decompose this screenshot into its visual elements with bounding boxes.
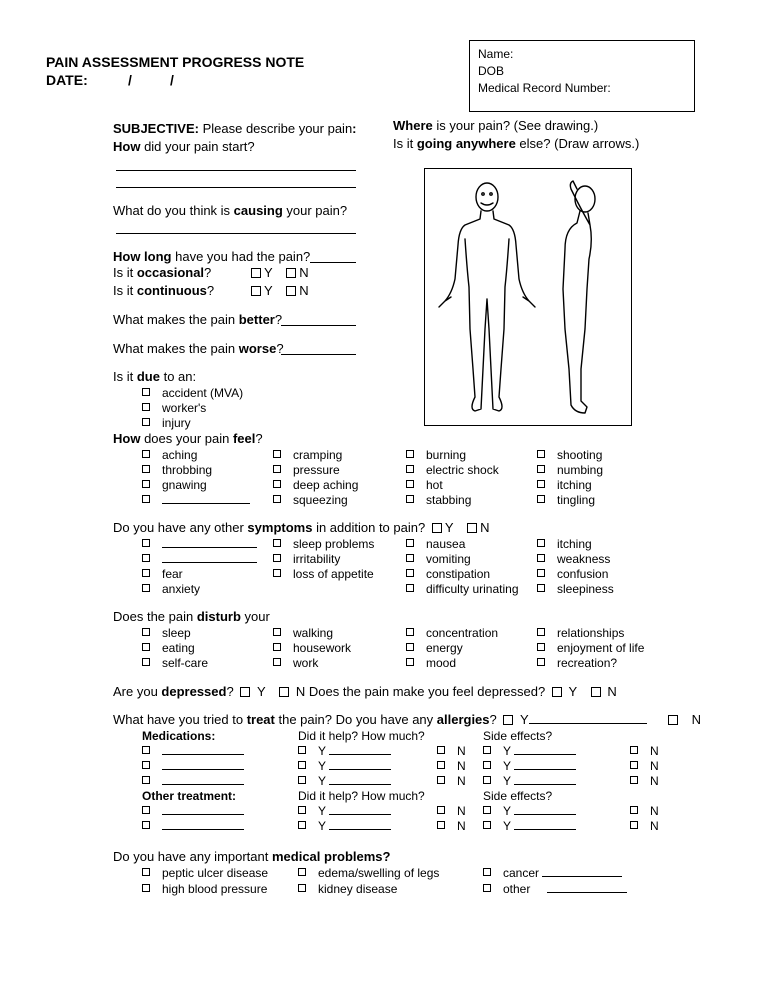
no-checkbox[interactable] xyxy=(591,687,601,697)
answer-line[interactable] xyxy=(281,354,356,355)
checkbox-item[interactable]: tingling xyxy=(537,493,595,507)
help-no[interactable]: N xyxy=(437,759,466,773)
checkbox-item[interactable]: aching xyxy=(142,448,197,462)
side-no[interactable]: N xyxy=(630,804,659,818)
checkbox-item[interactable]: eating xyxy=(142,641,195,655)
side-effects-label: Side effects? xyxy=(483,789,553,803)
no-checkbox[interactable] xyxy=(286,268,296,278)
medication-row[interactable] xyxy=(142,759,244,773)
checkbox-item[interactable]: deep aching xyxy=(273,478,358,492)
checkbox-item[interactable]: itching xyxy=(537,478,592,492)
going-anywhere-question: Is it going anywhere else? (Draw arrows.) xyxy=(393,136,640,151)
checkbox-item[interactable]: constipation xyxy=(406,567,490,581)
yes-checkbox[interactable] xyxy=(240,687,250,697)
checkbox-item[interactable]: loss of appetite xyxy=(273,567,374,581)
checkbox-item[interactable]: squeezing xyxy=(273,493,348,507)
symptoms-question: Do you have any other symptoms in addition to pain? Y N xyxy=(113,520,490,535)
disturb-question: Does the pain disturb your xyxy=(113,609,270,624)
checkbox-item[interactable]: gnawing xyxy=(142,478,207,492)
occasional-question: Is it occasional? xyxy=(113,265,212,280)
side-body xyxy=(563,181,591,413)
body-diagram[interactable] xyxy=(425,169,631,425)
occasional-yn[interactable]: Y N xyxy=(248,265,309,280)
yes-checkbox[interactable] xyxy=(251,286,261,296)
side-no[interactable]: N xyxy=(630,774,659,788)
checkbox-item[interactable]: accident (MVA) xyxy=(142,386,243,400)
no-checkbox[interactable] xyxy=(467,523,477,533)
checkbox-item[interactable]: energy xyxy=(406,641,463,655)
no-checkbox[interactable] xyxy=(286,286,296,296)
side-yes[interactable]: Y xyxy=(483,819,576,833)
front-head xyxy=(476,183,498,211)
checkbox-item[interactable]: fear xyxy=(142,567,183,581)
treatment-row[interactable] xyxy=(142,804,244,818)
date-separator: / xyxy=(128,72,132,88)
help-no[interactable]: N xyxy=(437,819,466,833)
side-effects-label: Side effects? xyxy=(483,729,553,743)
checkbox-item[interactable]: itching xyxy=(537,537,592,551)
help-yes[interactable]: Y xyxy=(298,804,391,818)
date-separator: / xyxy=(170,72,174,88)
side-head xyxy=(575,186,595,212)
checkbox-item[interactable]: burning xyxy=(406,448,466,462)
name-field[interactable]: Name: xyxy=(478,47,514,61)
checkbox-item[interactable]: relationships xyxy=(537,626,624,640)
answer-line[interactable] xyxy=(281,325,356,326)
other-treatment-label: Other treatment: xyxy=(142,789,237,803)
help-yes[interactable]: Y xyxy=(298,819,391,833)
yes-checkbox[interactable] xyxy=(503,715,513,725)
help-yes[interactable]: Y xyxy=(298,759,391,773)
side-yes[interactable]: Y xyxy=(483,774,576,788)
yes-checkbox[interactable] xyxy=(251,268,261,278)
checkbox-item[interactable]: peptic ulcer disease xyxy=(142,866,268,880)
checkbox-item[interactable]: edema/swelling of legs xyxy=(298,866,439,880)
checkbox-item[interactable]: numbing xyxy=(537,463,603,477)
checkbox-item[interactable]: work xyxy=(273,656,318,670)
checkbox-item[interactable] xyxy=(142,493,250,507)
checkbox-item[interactable]: enjoyment of life xyxy=(537,641,644,655)
yes-checkbox[interactable] xyxy=(432,523,442,533)
medications-label: Medications: xyxy=(142,729,216,743)
answer-line[interactable] xyxy=(116,233,356,234)
checkbox-item[interactable] xyxy=(142,537,257,551)
checkbox-item[interactable]: other xyxy=(483,882,627,896)
feel-question: How does your pain feel? xyxy=(113,431,263,446)
front-eye xyxy=(482,193,484,195)
checkbox-item[interactable]: sleep problems xyxy=(273,537,374,551)
checkbox-item[interactable]: injury xyxy=(142,416,191,430)
due-question: Is it due to an: xyxy=(113,369,197,384)
medication-row[interactable] xyxy=(142,774,244,788)
causing-question: What do you think is causing your pain? xyxy=(113,203,348,218)
help-no[interactable]: N xyxy=(437,744,466,758)
medical-problems-question: Do you have any important medical problems? xyxy=(113,849,391,864)
page-title: PAIN ASSESSMENT PROGRESS NOTE xyxy=(46,54,305,70)
side-yes[interactable]: Y xyxy=(483,759,576,773)
answer-line[interactable] xyxy=(310,262,356,263)
checkbox-item[interactable]: pressure xyxy=(273,463,340,477)
medication-row[interactable] xyxy=(142,744,244,758)
checkbox-item[interactable]: stabbing xyxy=(406,493,471,507)
checkbox-item[interactable] xyxy=(142,552,257,566)
no-checkbox[interactable] xyxy=(668,715,678,725)
better-question: What makes the pain better? xyxy=(113,312,283,327)
checkbox-item[interactable]: difficulty urinating xyxy=(406,582,519,596)
help-no[interactable]: N xyxy=(437,804,466,818)
help-yes[interactable]: Y xyxy=(298,774,391,788)
checkbox-item[interactable]: confusion xyxy=(537,567,608,581)
mrn-field[interactable]: Medical Record Number: xyxy=(478,81,611,95)
side-no[interactable]: N xyxy=(630,744,659,758)
treatment-row[interactable] xyxy=(142,819,244,833)
did-help-label: Did it help? How much? xyxy=(298,789,425,803)
checkbox-item[interactable]: concentration xyxy=(406,626,498,640)
checkbox-item[interactable]: vomiting xyxy=(406,552,471,566)
checkbox-item[interactable]: housework xyxy=(273,641,351,655)
side-no[interactable]: N xyxy=(630,759,659,773)
answer-line[interactable] xyxy=(116,187,356,188)
checkbox-item[interactable]: worker's xyxy=(142,401,206,415)
checkbox-item[interactable]: kidney disease xyxy=(298,882,397,896)
checkbox-item[interactable]: walking xyxy=(273,626,333,640)
dob-field[interactable]: DOB xyxy=(478,64,505,78)
checkbox-item[interactable]: sleepiness xyxy=(537,582,614,596)
checkbox-item[interactable]: recreation? xyxy=(537,656,617,670)
checkbox-item[interactable]: self-care xyxy=(142,656,208,670)
help-no[interactable]: N xyxy=(437,774,466,788)
depressed-question: Are you depressed? Y N Does the pain make you feel depressed? Y N xyxy=(113,684,617,699)
how-start-question: How did your pain start? xyxy=(113,139,255,154)
where-question: Where is your pain? (See drawing.) xyxy=(393,118,599,133)
continuous-yn[interactable]: Y N xyxy=(248,283,309,298)
side-no[interactable]: N xyxy=(630,819,659,833)
yes-checkbox[interactable] xyxy=(552,687,562,697)
side-yes[interactable]: Y xyxy=(483,744,576,758)
answer-line[interactable] xyxy=(116,170,356,171)
checkbox-item[interactable]: weakness xyxy=(537,552,610,566)
subjective-prompt: SUBJECTIVE: Please describe your pain: xyxy=(113,121,357,136)
date-label: DATE: xyxy=(46,72,88,88)
how-long-question: How long have you had the pain? xyxy=(113,249,311,264)
checkbox-item[interactable]: high blood pressure xyxy=(142,882,267,896)
no-checkbox[interactable] xyxy=(279,687,289,697)
checkbox-item[interactable]: electric shock xyxy=(406,463,499,477)
checkbox-item[interactable]: anxiety xyxy=(142,582,200,596)
body-drawing-frame[interactable] xyxy=(424,168,632,426)
front-eye xyxy=(490,193,492,195)
checkbox-item[interactable]: throbbing xyxy=(142,463,212,477)
help-yes[interactable]: Y xyxy=(298,744,391,758)
front-mouth xyxy=(481,203,493,205)
did-help-label: Did it help? How much? xyxy=(298,729,425,743)
side-yes[interactable]: Y xyxy=(483,804,576,818)
checkbox-item[interactable]: hot xyxy=(406,478,443,492)
continuous-question: Is it continuous? xyxy=(113,283,215,298)
checkbox-item[interactable]: irritability xyxy=(273,552,340,566)
checkbox-item[interactable]: mood xyxy=(406,656,456,670)
checkbox-item[interactable]: shooting xyxy=(537,448,602,462)
front-body xyxy=(439,211,535,411)
worse-question: What makes the pain worse? xyxy=(113,341,284,356)
checkbox-item[interactable]: cancer xyxy=(483,866,622,880)
checkbox-item[interactable]: cramping xyxy=(273,448,342,462)
checkbox-item[interactable]: nausea xyxy=(406,537,465,551)
checkbox-item[interactable]: sleep xyxy=(142,626,191,640)
treatment-question: What have you tried to treat the pain? Do you have any allergies? Y N xyxy=(113,712,701,727)
